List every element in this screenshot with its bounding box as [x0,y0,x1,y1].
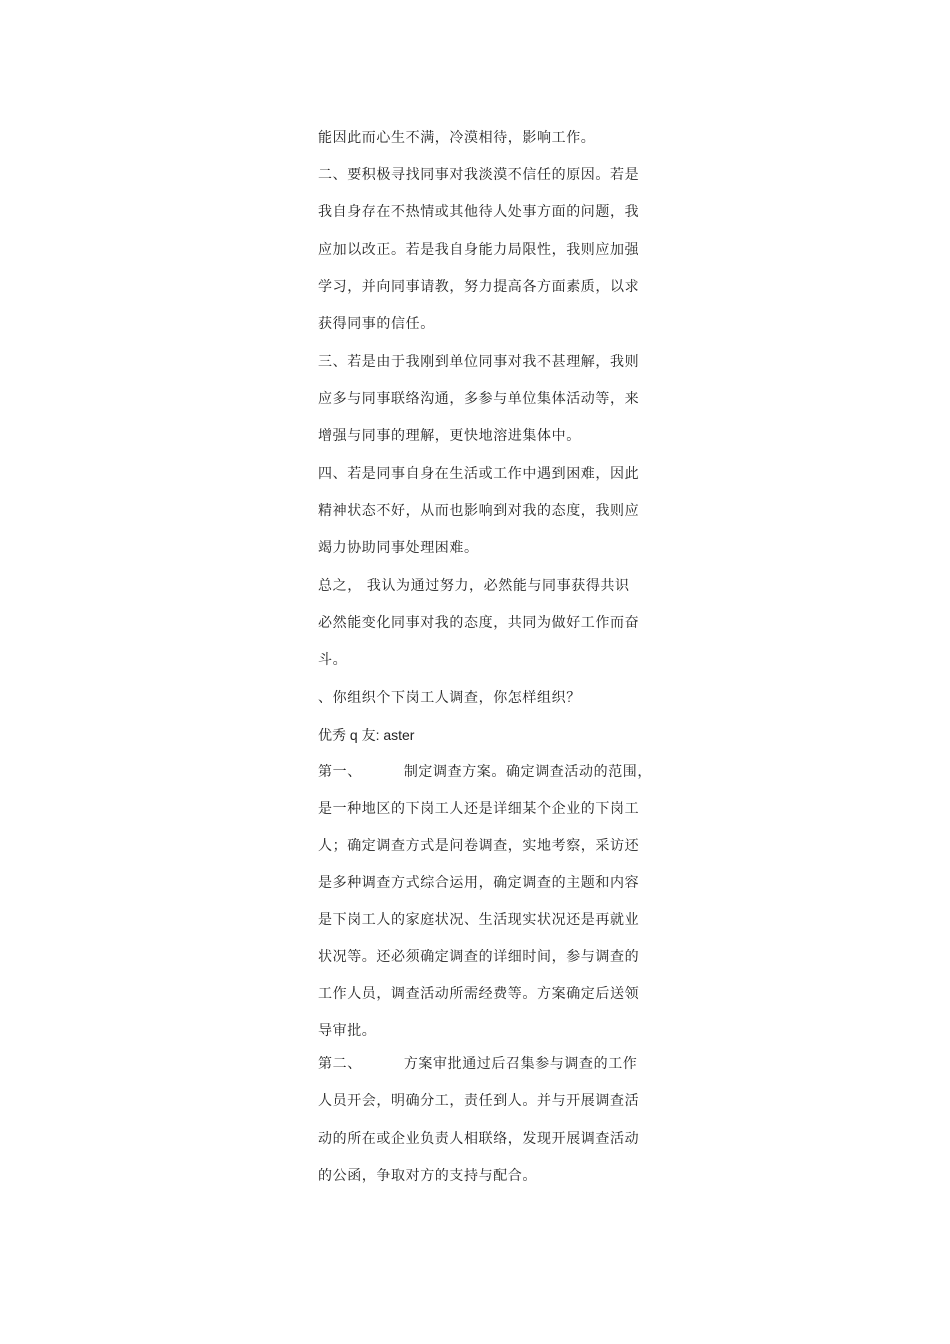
text-line: 三、若是由于我刚到单位同事对我不甚理解，我则 [318,354,640,370]
text-line: 动的所在或企业负责人相联络，发现开展调查活动 [318,1131,640,1147]
text-line: 状况等。还必须确定调查的详细时间，参与调查的 [318,949,640,965]
text-line: 应加以改正。若是我自身能力局限性，我则应加强 [318,242,640,258]
text-line: 能因此而心生不满，冷漠相待，影响工作。 [318,130,596,146]
text-line: 是多种调查方式综合运用，确定调查的主题和内容 [318,875,640,891]
text-line: 是下岗工人的家庭状况、生活现实状况还是再就业 [318,912,640,928]
text-line: 导审批。 [318,1023,377,1039]
text-line: 竭力协助同事处理困难。 [318,540,479,556]
text-line: 二、要积极寻找同事对我淡漠不信任的原因。若是 [318,167,640,183]
text-line: 增强与同事的理解，更快地溶进集体中。 [318,428,581,444]
text-line: 我自身存在不热情或其他待人处事方面的问题，我 [318,204,640,220]
text-line: 人；确定调查方式是问卷调查，实地考察，采访还 [318,838,640,854]
text-line: 应多与同事联络沟通，多参与单位集体活动等，来 [318,391,640,407]
text-line: 总之， 我认为通过努力，必然能与同事获得共识 [318,578,630,594]
text-line: 精神状态不好，从而也影响到对我的态度，我则应 [318,503,640,519]
text-line: 学习，并向同事请教，努力提高各方面素质，以求 [318,279,640,295]
section-text: 制定调查方案。确定调查活动的范围， [403,764,653,780]
text-line [318,1054,648,1074]
text-line: 是一种地区的下岗工人还是详细某个企业的下岗工 [318,801,640,817]
text-line: 斗。 [318,652,348,668]
text-line: 获得同事的信任。 [318,316,435,332]
text-line [318,762,653,782]
text-line: 工作人员，调查活动所需经费等。方案确定后送领 [318,986,640,1002]
text-line: 优秀 q 友: aster [318,727,415,743]
text-line: 人员开会，明确分工，责任到人。并与开展调查活 [318,1093,640,1109]
text-line: 、你组织个下岗工人调查，你怎样组织？ [318,690,581,706]
text-line: 的公函，争取对方的支持与配合。 [318,1168,537,1184]
section-text: 方案审批通过后召集参与调查的工作 [403,1056,638,1072]
section-marker: 第一、 [318,764,362,780]
section-marker: 第二、 [318,1056,362,1072]
text-line: 四、若是同事自身在生活或工作中遇到困难，因此 [318,466,640,482]
text-line: 必然能变化同事对我的态度，共同为做好工作而奋 [318,615,640,631]
